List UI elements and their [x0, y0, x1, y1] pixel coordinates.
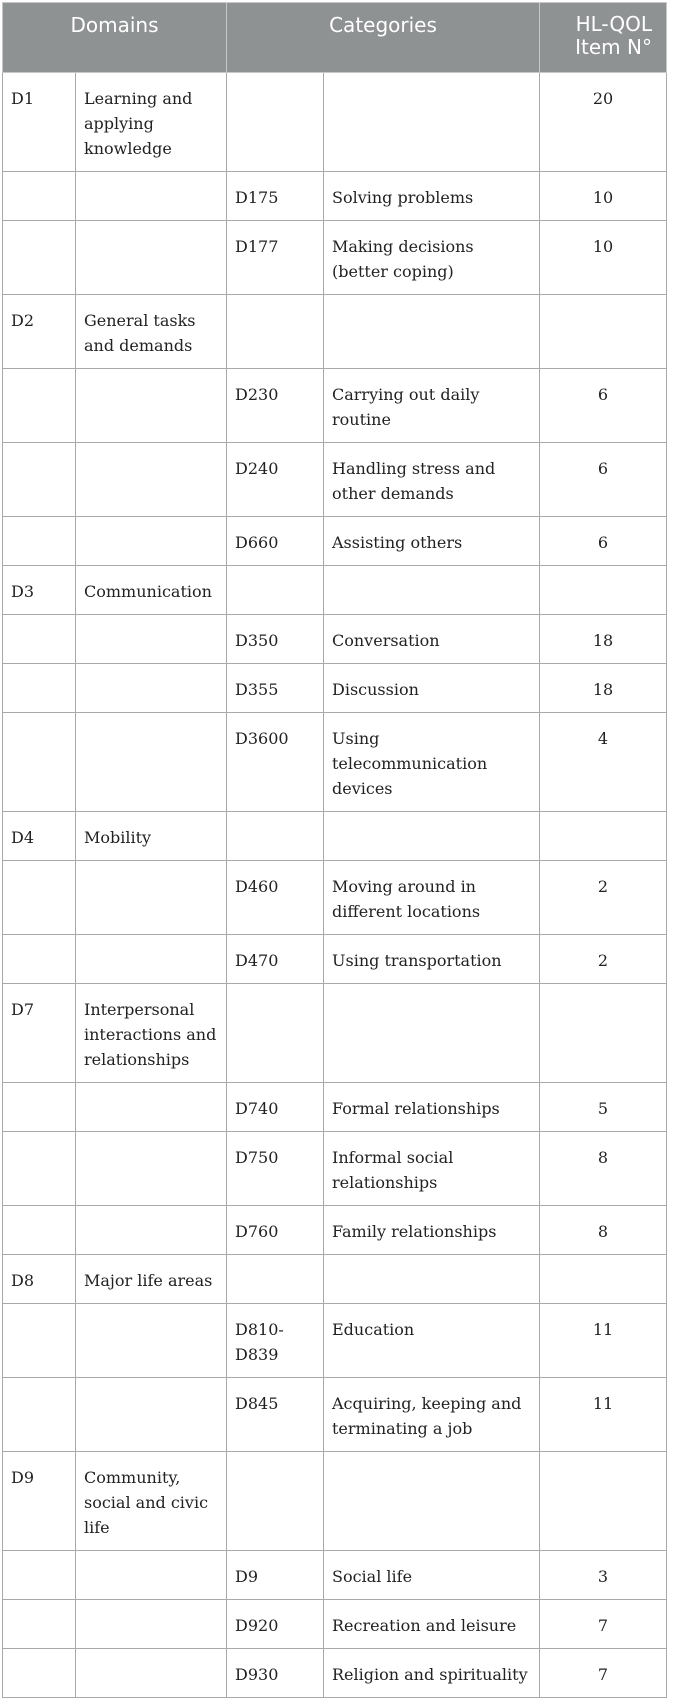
table-header [3, 3, 667, 73]
category-code-cell: D920 [227, 1600, 324, 1649]
domain-name-cell [76, 221, 227, 295]
domain-code-cell [3, 1206, 76, 1255]
domain-name-cell [76, 664, 227, 713]
domain-name-cell: Major life areas [76, 1255, 227, 1304]
table-row [3, 1600, 667, 1649]
domain-code-cell [3, 369, 76, 443]
category-name-cell: Acquiring, keeping and terminating a job [324, 1378, 540, 1452]
domain-code-cell [3, 615, 76, 664]
domain-name-cell [76, 1132, 227, 1206]
item-number-cell: 8 [540, 1132, 667, 1206]
domain-code-cell [3, 861, 76, 935]
item-number-cell: 7 [540, 1649, 667, 1698]
table-row [3, 517, 667, 566]
table-row [3, 713, 667, 812]
domain-code-cell: D9 [3, 1452, 76, 1551]
domain-name-cell [76, 172, 227, 221]
category-code-cell: D750 [227, 1132, 324, 1206]
category-name-cell [324, 984, 540, 1083]
icf-hlqol-table [2, 2, 667, 1698]
domain-name-cell [76, 1649, 227, 1698]
category-name-cell: Formal relationships [324, 1083, 540, 1132]
category-code-cell: D470 [227, 935, 324, 984]
item-number-cell [540, 812, 667, 861]
domain-code-cell [3, 1132, 76, 1206]
domain-name-cell [76, 1304, 227, 1378]
category-code-cell: D175 [227, 172, 324, 221]
category-code-cell: D9 [227, 1551, 324, 1600]
domain-name-cell [76, 1600, 227, 1649]
item-number-cell [540, 1255, 667, 1304]
category-code-cell [227, 295, 324, 369]
table-row [3, 812, 667, 861]
domain-name-cell: Communication [76, 566, 227, 615]
header-item-line1: HL-QOL [575, 12, 652, 36]
category-name-cell: Assisting others [324, 517, 540, 566]
category-code-cell [227, 73, 324, 172]
item-number-cell: 18 [540, 664, 667, 713]
domain-name-cell [76, 1083, 227, 1132]
category-name-cell: Using telecommunication devices [324, 713, 540, 812]
item-number-cell: 5 [540, 1083, 667, 1132]
header-row [3, 3, 667, 73]
domain-code-cell [3, 1649, 76, 1698]
category-code-cell [227, 566, 324, 615]
category-code-cell: D460 [227, 861, 324, 935]
category-name-cell: Solving problems [324, 172, 540, 221]
item-number-cell [540, 1452, 667, 1551]
category-code-cell: D355 [227, 664, 324, 713]
item-number-cell: 2 [540, 935, 667, 984]
item-number-cell: 6 [540, 369, 667, 443]
category-code-cell: D845 [227, 1378, 324, 1452]
domain-name-cell [76, 517, 227, 566]
category-code-cell: D760 [227, 1206, 324, 1255]
domain-name-cell [76, 1551, 227, 1600]
domain-code-cell [3, 1304, 76, 1378]
item-number-cell: 10 [540, 221, 667, 295]
item-number-cell: 11 [540, 1378, 667, 1452]
table-row [3, 172, 667, 221]
category-code-cell: D810-D839 [227, 1304, 324, 1378]
category-name-cell: Making decisions (better coping) [324, 221, 540, 295]
category-code-cell [227, 812, 324, 861]
domain-code-cell [3, 1600, 76, 1649]
domain-code-cell: D1 [3, 73, 76, 172]
item-number-cell: 2 [540, 861, 667, 935]
header-item-number [540, 3, 667, 73]
item-number-cell: 4 [540, 713, 667, 812]
table-row [3, 861, 667, 935]
category-name-cell: Education [324, 1304, 540, 1378]
domain-code-cell [3, 1083, 76, 1132]
category-code-cell: D240 [227, 443, 324, 517]
table-row [3, 1255, 667, 1304]
table-row [3, 1452, 667, 1551]
item-number-cell [540, 984, 667, 1083]
table-row [3, 1083, 667, 1132]
domain-code-cell [3, 713, 76, 812]
item-number-cell: 6 [540, 517, 667, 566]
domain-name-cell [76, 935, 227, 984]
domain-name-cell: General tasks and demands [76, 295, 227, 369]
table-row [3, 935, 667, 984]
category-name-cell: Using transportation [324, 935, 540, 984]
category-name-cell: Family relationships [324, 1206, 540, 1255]
category-code-cell: D230 [227, 369, 324, 443]
item-number-cell: 3 [540, 1551, 667, 1600]
category-name-cell: Discussion [324, 664, 540, 713]
domain-code-cell [3, 1378, 76, 1452]
table-row [3, 1132, 667, 1206]
header-item-line2: Item N° [575, 35, 652, 59]
domain-code-cell [3, 935, 76, 984]
table-row [3, 1649, 667, 1698]
category-name-cell: Religion and spirituality [324, 1649, 540, 1698]
domain-name-cell [76, 615, 227, 664]
table-row [3, 73, 667, 172]
domain-code-cell [3, 1551, 76, 1600]
table-row [3, 295, 667, 369]
table-row [3, 1206, 667, 1255]
domain-name-cell [76, 1378, 227, 1452]
category-name-cell [324, 295, 540, 369]
domain-name-cell: Interpersonal interactions and relationships [76, 984, 227, 1083]
table-row [3, 984, 667, 1083]
domain-code-cell: D3 [3, 566, 76, 615]
table-body [3, 73, 667, 1698]
table-row [3, 443, 667, 517]
category-code-cell: D660 [227, 517, 324, 566]
category-name-cell [324, 812, 540, 861]
item-number-cell: 6 [540, 443, 667, 517]
domain-name-cell: Mobility [76, 812, 227, 861]
item-number-cell: 7 [540, 1600, 667, 1649]
category-code-cell: D177 [227, 221, 324, 295]
item-number-cell: 18 [540, 615, 667, 664]
domain-name-cell [76, 443, 227, 517]
domain-name-cell [76, 369, 227, 443]
category-name-cell [324, 1452, 540, 1551]
domain-code-cell: D2 [3, 295, 76, 369]
category-code-cell [227, 1255, 324, 1304]
header-categories: Categories [227, 3, 540, 73]
domain-name-cell [76, 713, 227, 812]
table-row [3, 566, 667, 615]
category-name-cell: Informal social relationships [324, 1132, 540, 1206]
item-number-cell [540, 295, 667, 369]
category-code-cell: D350 [227, 615, 324, 664]
table-row [3, 1378, 667, 1452]
item-number-cell: 11 [540, 1304, 667, 1378]
category-name-cell [324, 73, 540, 172]
item-number-cell: 20 [540, 73, 667, 172]
domain-name-cell [76, 861, 227, 935]
item-number-cell: 8 [540, 1206, 667, 1255]
category-name-cell: Handling stress and other demands [324, 443, 540, 517]
category-name-cell [324, 1255, 540, 1304]
table-row [3, 221, 667, 295]
table-row [3, 1551, 667, 1600]
domain-code-cell [3, 517, 76, 566]
category-name-cell: Recreation and leisure [324, 1600, 540, 1649]
category-code-cell [227, 1452, 324, 1551]
table-row [3, 664, 667, 713]
header-domains: Domains [3, 3, 227, 73]
domain-code-cell: D7 [3, 984, 76, 1083]
domain-code-cell [3, 221, 76, 295]
category-code-cell: D3600 [227, 713, 324, 812]
domain-code-cell [3, 443, 76, 517]
table-row [3, 369, 667, 443]
domain-code-cell: D8 [3, 1255, 76, 1304]
category-name-cell [324, 566, 540, 615]
category-name-cell: Conversation [324, 615, 540, 664]
category-code-cell: D740 [227, 1083, 324, 1132]
table-row [3, 1304, 667, 1378]
domain-code-cell [3, 664, 76, 713]
category-name-cell: Carrying out daily routine [324, 369, 540, 443]
category-code-cell [227, 984, 324, 1083]
category-name-cell: Social life [324, 1551, 540, 1600]
domain-code-cell: D4 [3, 812, 76, 861]
category-code-cell: D930 [227, 1649, 324, 1698]
domain-code-cell [3, 172, 76, 221]
item-number-cell: 10 [540, 172, 667, 221]
item-number-cell [540, 566, 667, 615]
category-name-cell: Moving around in different locations [324, 861, 540, 935]
table-row [3, 615, 667, 664]
domain-name-cell: Learning and applying knowledge [76, 73, 227, 172]
domain-name-cell: Community, social and civic life [76, 1452, 227, 1551]
domain-name-cell [76, 1206, 227, 1255]
